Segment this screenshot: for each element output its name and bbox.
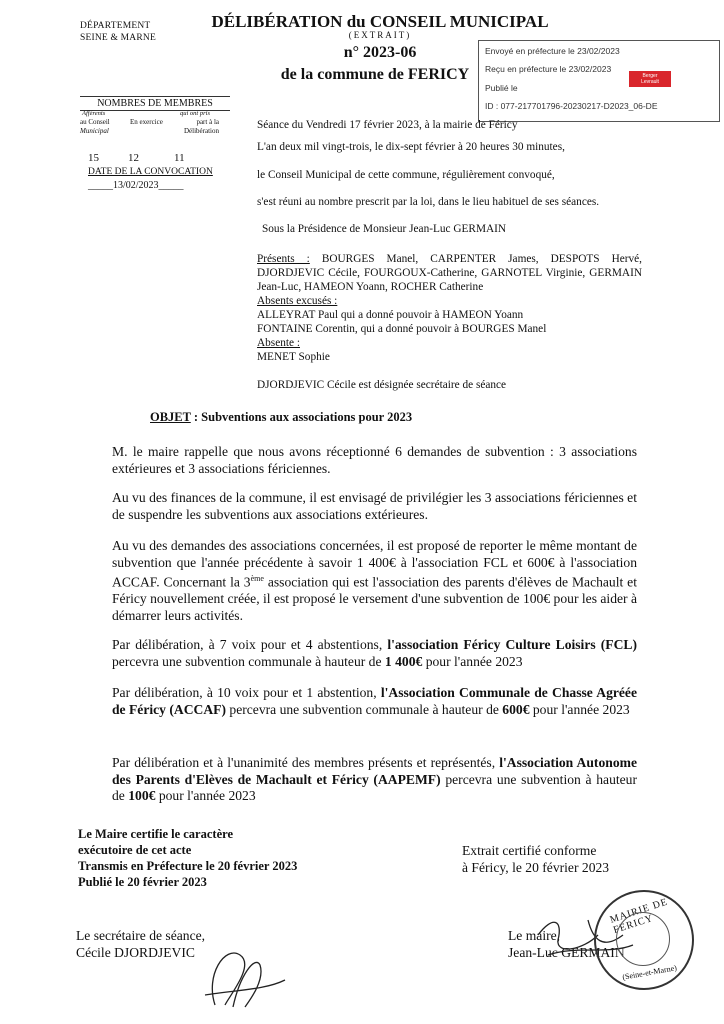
conforme-line-1: Extrait certifié conforme — [462, 843, 597, 858]
commune-name: de la commune de FERICY — [280, 66, 470, 83]
members-sub-afferents: Afférents — [82, 110, 106, 117]
stamp-publie: Publié le — [485, 83, 518, 93]
secretaire-signature — [185, 935, 295, 1013]
seance-reuni: s'est réuni au nombre prescrit par la loi, dans le lieu habituel de ses séances. — [257, 196, 600, 208]
paragraph-aapemf: Par délibération et à l'unanimité des membres présents et représentés, l'Association Autonome des Parents d'Elèves de Machault et Féricy (AAPEMF) percevra une subvention à hauteur de 100€ pour l'année 2023 — [112, 755, 638, 803]
seal-title: MAIRIE DE FERICY — [608, 896, 670, 937]
paragraph-finances: Au vu des finances de la commune, il est envisagé de privilégier les 3 associations fériciennes et de suspendre les subventions aux associations extérieures. — [112, 490, 637, 522]
cert-line-4: Publié le 20 février 2023 — [78, 875, 207, 889]
maire-label: Le maire, — [508, 928, 561, 943]
mairie-seal — [594, 890, 694, 990]
certification-block — [78, 826, 297, 890]
cert-line-1: Le Maire certifie le caractère — [78, 827, 233, 841]
conforme-line-2: à Féricy, le 20 février 2023 — [462, 859, 610, 875]
berger-levrault-logo: Berger Levrault — [629, 71, 671, 87]
paragraph-accaf: Par délibération, à 10 voix pour et 1 abstention, l'Association Communale de Chasse Agréée de Féricy (ACCAF) percevra une subvention communale à hauteur de 600€ pour l'année 2023 — [112, 685, 638, 717]
cert-line-2: exécutoire de cet acte — [78, 843, 192, 857]
members-title: NOMBRES DE MEMBRES — [80, 96, 230, 111]
deliberation-number: n° 2023-06 — [343, 44, 417, 61]
seance-time: L'an deux mil vingt-trois, le dix-sept février à 20 heures 30 minutes, — [257, 141, 565, 153]
department-block — [80, 20, 156, 44]
seal-emblem — [616, 912, 670, 966]
absente-1: MENET Sophie — [257, 351, 330, 363]
department-line1: DÉPARTEMENT — [80, 21, 151, 31]
excuses-label: Absents excusés : — [257, 295, 338, 307]
paragraph-fcl: Par délibération, à 7 voix pour et 4 abstentions, l'association Féricy Culture Loisirs (FCL) percevra une subvention communale à hauteur de 1 400€ pour l'année 2023 — [112, 637, 637, 669]
extrait-conforme-block — [462, 843, 609, 876]
stamp-recu: Reçu en préfecture le 23/02/2023 — [485, 64, 612, 74]
seance-presidence: Sous la Présidence de Monsieur Jean-Luc GERMAIN — [262, 223, 507, 235]
excuse-1: ALLEYRAT Paul qui a donné pouvoir à HAMEON Yoann — [257, 309, 524, 321]
absente-label: Absente : — [257, 337, 300, 349]
objet-line — [150, 410, 412, 425]
members-count-block — [80, 96, 230, 164]
members-col-conseil: au Conseil Municipal — [80, 118, 110, 135]
paragraph-demandes: M. le maire rappelle que nous avons réceptionné 6 demandes de subvention : 3 associations extérieures et 3 associations fériciennes. — [112, 444, 637, 476]
members-count-afferents: 15 — [88, 152, 99, 164]
cert-line-3: Transmis en Préfecture le 20 février 2023 — [78, 859, 298, 873]
paragraph-montants: Au vu des demandes des associations concernées, il est proposé de reporter le même montant de subvention que l'année précédente à savoir 1 400€ à l'association FCL et 600€ à l'association ACCAF. Concernant la 3ème association qui est l'association des parents d'élèves de Machault et Féricy nouvellement créée, il est proposé le versement d'une subvention de 100€ pour les aider à démarrer leurs activités. — [112, 538, 637, 623]
seance-date: Séance du Vendredi 17 février 2023, à la mairie de Féricy — [257, 119, 518, 131]
objet-label: OBJET — [150, 410, 191, 424]
secretaire-name: Cécile DJORDJEVIC — [76, 944, 195, 960]
convocation-label: DATE DE LA CONVOCATION — [88, 167, 213, 177]
presents-label: Présents : — [257, 253, 310, 265]
maire-name: Jean-Luc GERMAIN — [508, 944, 625, 960]
convocation-date: _____13/02/2023_____ — [88, 180, 184, 191]
members-col-deliberation: part à la Délibération — [184, 118, 219, 135]
members-sub-pris: qui ont pris — [180, 110, 210, 117]
stamp-id: ID : 077-217701796-20230217-D2023_06-DE — [485, 101, 658, 111]
members-count-exercice: 12 — [128, 152, 139, 164]
secretaire-designation: DJORDJEVIC Cécile est désignée secrétaire de séance — [257, 379, 507, 391]
members-count-votants: 11 — [174, 152, 185, 164]
presents-list — [257, 252, 642, 294]
presents-names: BOURGES Manel, CARPENTER James, DESPOTS Hervé, DJORDJEVIC Cécile, FOURGOUX-Catherine, GARNOTEL Virginie, GERMAIN Jean-Luc, HAMEON Yoann, ROCHER Catherine — [257, 253, 642, 293]
excuse-2: FONTAINE Corentin, qui a donné pouvoir à BOURGES Manel — [257, 323, 547, 335]
secretaire-label: Le secrétaire de séance, — [76, 928, 206, 943]
extrait-label: (EXTRAIT) — [348, 30, 412, 40]
department-line2: SEINE & MARNE — [80, 33, 156, 43]
seance-convoque: le Conseil Municipal de cette commune, régulièrement convoqué, — [257, 169, 555, 181]
document-title: DÉLIBÉRATION du CONSEIL MUNICIPAL — [211, 12, 549, 31]
objet-text: : Subventions aux associations pour 2023 — [190, 410, 413, 424]
stamp-envoye: Envoyé en préfecture le 23/02/2023 — [485, 46, 620, 56]
seal-subtitle: (Seine-et-Marne) — [621, 963, 678, 982]
prefecture-stamp — [478, 40, 720, 122]
members-col-exercice: En exercice — [130, 118, 163, 126]
